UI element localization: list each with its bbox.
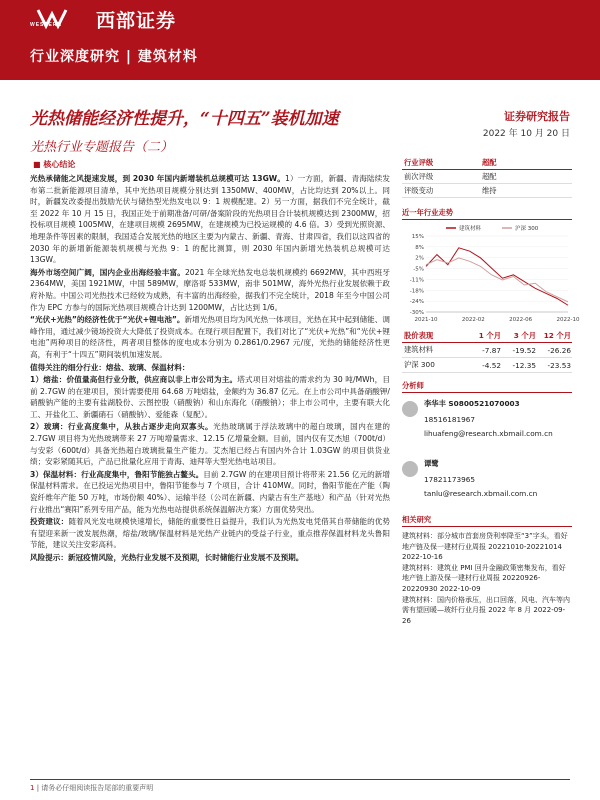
analyst-phone: 18516181967 [424,415,476,424]
paragraph-lead: 3）保温材料：行业高度集中，鲁阳节能独占鳌头。 [30,469,204,479]
paragraph-text: 光热玻璃属于浮法玻璃中的超白玻璃，国内在建的 2.7GW 项目将为光热玻璃带来 27 万吨增量需求、12.15 亿增量金额。目前，国内仅有艾杰旭（700t/d）与安彩（600t/d）具备光热超白玻璃批量生产能力。艾杰旭已经占有国内外合计 1.03GW 的项目供货业绩；安彩紧随其后，产品已批量化应用于青海、迪拜等大型光热电站项目。 [30,422,390,467]
trend-chart [402,222,580,326]
rating-value: 超配 [482,158,497,167]
paragraph-lead: 光热承储能之风提速发展，到 2030 年国内新增装机总规模可达 13GW。 [30,174,285,183]
paragraph [30,469,390,515]
paragraph [30,552,390,564]
paragraph-lead: 值得关注的细分行业：熔盐、玻璃、保温材料： [30,362,190,372]
y-tick-label: -5% [413,266,424,273]
analyst-phone: 17821173965 [424,475,476,484]
paragraph [30,374,390,420]
y-tick-label: 15% [411,234,424,240]
paragraph [30,516,390,551]
avatar-icon [402,401,418,417]
core-conclusion-heading: ■ 核心结论 [33,160,76,169]
y-tick-label: -18% [409,288,424,295]
report-header [0,0,600,80]
report-date: 2022 年 10 月 20 日 [482,129,570,139]
report-type: 证券研究报告 [504,110,570,123]
paragraph [30,267,390,313]
main-body [30,173,390,565]
sidebar [402,158,580,626]
related-item[interactable]: 建筑材料：建筑业 PMI 回升金融政策密集发布，看好地产链上游及保一建材行业周报 20220926-20220930 2022-10-09 [402,563,566,593]
analyst-email[interactable]: lihuafeng@research.xbmail.com.cn [424,429,553,438]
y-tick-label: 2% [415,255,424,262]
series-line [426,248,568,305]
perf-row: 沪深 300 -4.52 -12.35 -23.53 [402,358,572,373]
footer-disclaimer: 请务必仔细阅读报告尾部的重要声明 [41,784,154,792]
paragraph [30,314,390,360]
paragraph [30,421,390,467]
related-item[interactable]: 建筑材料：国内价格承压，出口回落，风电、汽车等内需有望回暖—玻纤行业月报 2022 年 8 月 2022-09-26 [402,595,570,625]
analyst-name: 谭鹭 [424,459,439,468]
paragraph-text: 1）一方面，新疆、青海陆续发布第二批新能源项目清单，其中光热项目规模分别达到 1350MW、400MW，占比均达到 20%以上。同时，新疆发改委提出鼓励光伏与储热型光热发电以 9：1 规模配建。2）另一方面，据我们不完全统计，截至 2022 年 10 月 15 日，我国正处于前期准备/可研/备案阶段的光热项目合计装机规模达到 2300MW，招投标项目规模 1005MW，在建项目规模 2695MW，在建规模为已投运规模的 4.6 倍。3）受到光照资源、地理条件等因素的限制，我国适合发展光热的地区主要为内蒙古、新疆、青海、甘肃四省，我们以这四省的 2030 年的新增新能源装机规模与光热 9：1 的配比测算，则 2030 年国内新增光热装机总规模可达 13GW。 [30,174,390,265]
rating-row: 评级变动 维持 [402,184,572,198]
paragraph-lead: 海外市场空间广阔，国内企业出海经验丰富。 [30,267,185,277]
legend-label: 沪深 300 [515,226,539,232]
header-category: 行业深度研究 | 建筑材料 [30,49,198,65]
paragraph-text: 2021 年全球光热发电总装机规模约 6692MW，其中西班牙 2364MW，美国 1921MW，中国 589MW，摩洛哥 533MW，南非 501MW，海外光热行业发展依赖于政府补贴。中国公司光热技术已经较为成熟，有丰富的出海经验，据我们不完全统计，2018 年至今中国公司作为 EPC 方参与的国际光热项目规模合计达到 1200MW，占比达到 1/6。 [30,267,390,312]
related-item[interactable]: 建筑材料：部分城市首套房贷利率降至“3”字头，看好地产链及保一建材行业周报 20221010-20221014 2022-10-16 [402,532,568,562]
logo-chinese: 西部证券 [96,10,177,32]
paragraph-lead: 投资建议： [30,517,69,527]
analyst-email[interactable]: tanlu@research.xbmail.com.cn [424,489,538,498]
rating-label: 行业评级 [404,158,434,167]
paragraph [30,173,390,266]
paragraph-text: 新增光热项目均为风光热一体项目，光热在其中起到储能、调峰作用，通过减少镜场投资大大降低了投资成本。在现行项目配置下，我们对比了“光伏+光热”和“光伏+锂电池”两种项目的经济性，两者项目整体的度电成本分别为 0.2861/0.2967 元/度，光热的储能经济性更高，有利于“十四五”期间装机加速发展。 [30,315,390,359]
logo-english: WESTERN [30,22,62,28]
footer-divider [30,779,570,780]
analyst-card [402,397,572,453]
footer: 1 | 请务必仔细阅读报告尾部的重要声明 [30,784,154,792]
risk-warning: 风险提示：新冠疫情风险，光热行业发展不及预期，长时储能行业发展不及预期。 [30,553,304,562]
analyst-heading: 分析师 [402,381,572,393]
paragraph-text: 目前 2.7GW 的在建项目预计将带来 21.56 亿元的新增保温材料需求。在已投运光热项目中，鲁阳节能参与 7 个项目，合计 410MW。同时，鲁阳节能在产能（陶瓷纤维年产能 50 万吨，市场份额 40%）、运输半径（公司在新疆、内蒙古有生产基地）和产品（针对光热行业推出“赛阳”系列专用产品，能为光热电站提供系统保温解决方案）方面优势突出。 [30,469,390,514]
rating-row: 前次评级 超配 [402,170,572,184]
paragraph [30,362,390,374]
rating-header [402,158,572,170]
y-tick-label: 8% [415,244,424,251]
paragraph-lead: 1）熔盐：价值量高但行业分散，供应商以非上市公司为主。 [30,375,238,385]
report-title: 光热储能经济性提升，“十四五”装机加速 [30,109,339,129]
perf-row: 建筑材料 -7.87 -19.52 -26.26 [402,343,572,358]
y-tick-label: -30% [409,310,424,316]
x-tick-label: 2021-10 [414,317,438,323]
x-tick-label: 2022-10 [556,317,580,323]
related-research-list [402,531,572,626]
perf-table-header: 股价表现 1 个月 3 个月 12 个月 [402,330,572,343]
trend-chart-svg [402,222,580,326]
paragraph-lead: “光伏+光热”的经济性优于“光伏+锂电池”。 [30,315,185,325]
y-tick-label: -24% [409,299,424,306]
related-research-heading: 相关研究 [402,515,572,527]
y-tick-label: -11% [409,277,424,284]
x-tick-label: 2022-06 [509,317,533,323]
paragraph-lead: 2）玻璃：行业高度集中，从独占逐步走向双寡头。 [30,422,214,432]
legend-label: 建筑材料 [459,226,482,232]
report-subtitle: 光热行业专题报告（二） [30,140,174,155]
trend-chart-title: 近一年行业走势 [402,208,572,220]
paragraph-text: 随着风光发电规模快速增长，储能的重要性日益提升，我们认为光热发电凭借其自带储能的优势有望迎来新一波发展热潮，熔盐/玻璃/保温材料是光热产业链内的受益子行业，重点推荐保温材料龙头鲁阳节能，建议关注安彩高科。 [30,517,391,550]
analyst-card [402,457,572,513]
analyst-name: 李华丰 S0800521070003 [424,399,520,408]
paragraph-text: 塔式项目对熔盐的需求约为 30 吨/MWh，目前 2.7GW 的在建项目，预计需要使用 64.68 万吨熔盐，金额约为 36.87 亿元。在上市公司中具备硝酸钾/硝酸钠产能的主要有盐湖股份、云图控股（硝酸钠）和山东海化（硝酸钠）；非上市公司中，主要有联大化工、开盐化工、新疆硝石（硝酸钠）、爱能森（复配）。 [30,375,391,419]
page-number: 1 [30,784,35,792]
avatar-icon [402,461,418,477]
x-tick-label: 2022-02 [461,317,485,323]
